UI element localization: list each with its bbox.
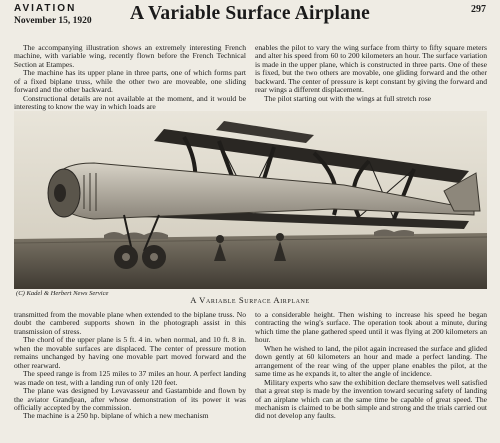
intro-column-left (14, 44, 246, 112)
intro-column-right (255, 44, 487, 103)
body-column-right (255, 311, 487, 421)
paragraph: Constructional details are not available at the moment, and it would be interesting to know the way in which loads are (14, 93, 246, 112)
paragraph: Military experts who saw the exhibition declare themselves well satisfied that a great step is made by the invention toward securing safety of landing of an airplane which can at the same time be capable of great speed. The mechanism is claimed to be both simple and strong and the trials carried out did not develop any faults. (255, 377, 487, 421)
paragraph: The pilot starting out with the wings at full stretch rose (264, 93, 432, 103)
airplane-photo-image (14, 111, 487, 289)
page-number: 297 (471, 4, 486, 15)
paragraph: The speed range is from 125 miles to 37 miles an hour. A perfect landing was made on test, with a landing run of only 120 feet. (14, 369, 246, 387)
paragraph: The chord of the upper plane is 5 ft. 4 in. when normal, and 10 ft. 8 in. when the movable surfaces are displaced. The center of pressure motion remains unchanged by having one movable part moved forward and the other rearward. (14, 335, 246, 370)
paragraph: The machine is a 250 hp. biplane of which a new mechanism (23, 411, 209, 421)
body-column-left (14, 311, 246, 421)
paragraph: The plane was designed by Levavasseur and Gastambide and flown by the aviator Grandjean, after whose demonstration of its power it was officially accepted by the commission. (14, 386, 246, 412)
article-title: A Variable Surface Airplane (130, 3, 370, 24)
paragraph: transmitted from the movable plane when extended to the biplane truss. No doubt the cambered supports shown in the photograph assist in this transmission of stress. (14, 310, 246, 336)
photo-caption: A Variable Surface Airplane (190, 295, 310, 305)
paragraph: When he wished to land, the pilot again increased the surface and glided down gently at 60 kilometers an hour and made a perfect landing. The arrangement of the rear wing of the upper plane enables the pilot, at the same time as he expands it, to alter the angle of incidence. (255, 343, 487, 379)
masthead (14, 3, 486, 33)
magazine-name: AVIATION (14, 3, 77, 14)
paragraph: to a considerable height. Then wishing to increase his speed he began contracting the wing's surface. The operation took about a minute, during which time the plane gathered speed until it was flying at 200 kilometers an hour. (255, 310, 487, 345)
paragraph: The machine has its upper plane in three parts, one of which forms part of a fixed biplane truss, while the other two are moveable, one sliding forward and the other backward. (14, 68, 246, 95)
airplane-photograph (14, 111, 487, 289)
photo-credit: (C) Kadel & Herbert News Service (16, 290, 109, 297)
paragraph: The accompanying illustration shows an extremely interesting French machine, with variable wing, recently flown before the French Technical Section at Etampes. (14, 43, 246, 69)
paragraph: enables the pilot to vary the wing surface from thirty to fifty square meters and alter his speed from 60 to 200 kilometers an hour. The surface variation is made in the upper plane, which is constructed in three parts. One of these is fixed, but the two others are movable, one gliding forward and the other backward. The center of pressure is kept constant by giving the forward and rear wings a different displacement. (255, 43, 487, 95)
issue-date: November 15, 1920 (14, 16, 92, 26)
